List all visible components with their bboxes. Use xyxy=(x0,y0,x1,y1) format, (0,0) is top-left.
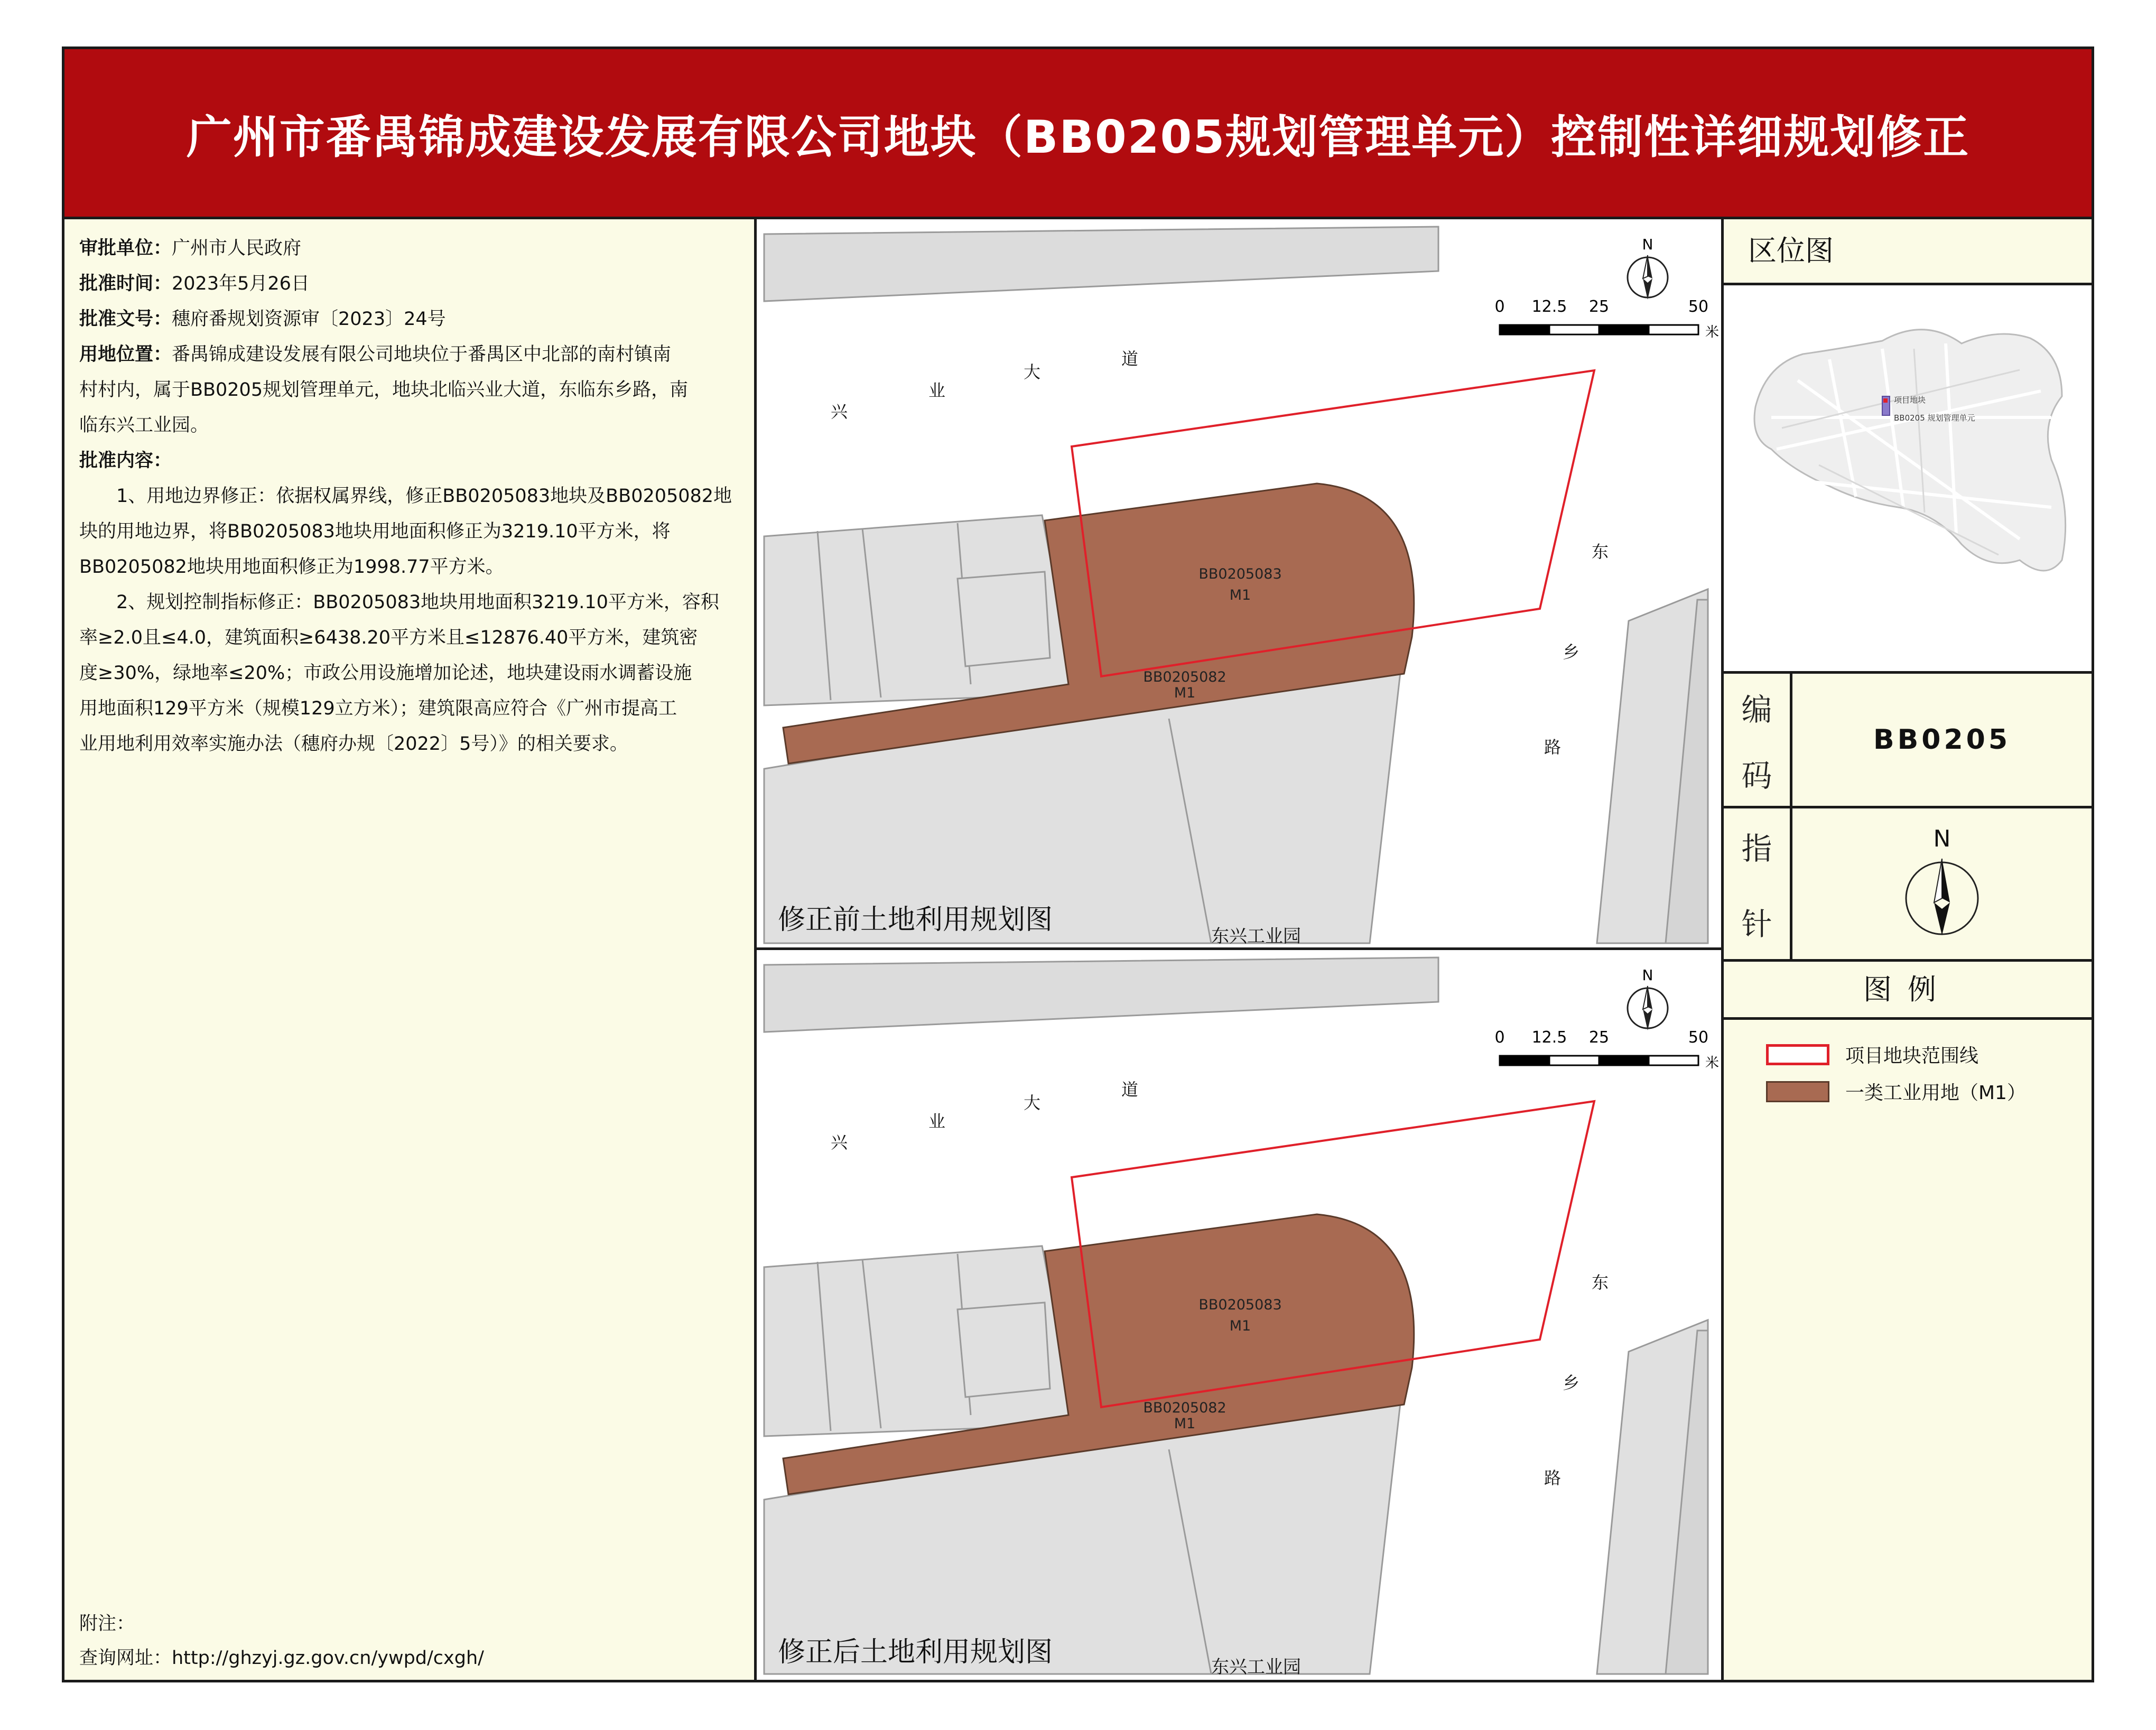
legend-header: 图例 xyxy=(1724,962,2092,1020)
road-label: 大 xyxy=(1024,1093,1041,1113)
north-label xyxy=(1724,808,1792,959)
parcel-strip-id: BB0205082 xyxy=(1143,1400,1226,1416)
content-line: 度≥30%，绿地率≤20%；市政公用设施增加论述，地块建设雨水调蓄设施 xyxy=(79,663,692,684)
area-label: 东兴工业园 xyxy=(1211,926,1301,947)
right-column xyxy=(1724,219,2092,1680)
map-after-svg xyxy=(757,950,1724,1680)
arrow-tail-icon xyxy=(1934,903,1950,935)
code-box xyxy=(1724,674,2092,808)
map-caption: 修正前土地利用规划图 xyxy=(778,904,1053,936)
unit-label: BB0205 规划管理单元 xyxy=(1894,413,1975,423)
boundary-swatch-icon xyxy=(1766,1044,1829,1065)
road-label: 东 xyxy=(1592,542,1609,562)
location-map xyxy=(1724,285,2092,674)
scale-unit: 米 xyxy=(1705,1055,1720,1071)
road-label: 业 xyxy=(928,380,946,401)
arrow-right-icon xyxy=(1942,859,1950,903)
legend-label: 项目地块范围线 xyxy=(1845,1045,1979,1067)
scale-label: 50 xyxy=(1688,1028,1709,1047)
scale-unit: 米 xyxy=(1705,324,1720,340)
road-label: 东 xyxy=(1592,1272,1609,1292)
approval-doc-row xyxy=(79,302,739,337)
content-line: 用地面积129平方米（规模129立方米）；建筑限高应符合《广州市提高工 xyxy=(79,698,677,719)
scale-label: 12.5 xyxy=(1531,297,1567,316)
code-label-char: 码 xyxy=(1741,757,1772,794)
approval-date-value: 2023年5月26日 xyxy=(172,273,310,294)
location-map-header: 区位图 xyxy=(1724,219,2092,285)
north-label-char: 针 xyxy=(1741,906,1772,942)
parcel-main-id: BB0205083 xyxy=(1198,1297,1282,1313)
parcel-strip-use: M1 xyxy=(1174,685,1196,701)
location-row xyxy=(79,337,739,373)
road-label: 乡 xyxy=(1563,642,1580,662)
parcel-main-id: BB0205083 xyxy=(1198,566,1282,582)
parcel-strip-id: BB0205082 xyxy=(1143,669,1226,685)
approval-date-row xyxy=(79,266,739,302)
code-label xyxy=(1724,674,1792,806)
content-label: 批准内容： xyxy=(79,450,172,471)
m1-swatch-icon xyxy=(1766,1081,1829,1102)
gray-lot xyxy=(958,572,1050,666)
area-label: 东兴工业园 xyxy=(1211,1657,1301,1678)
location-map-svg xyxy=(1724,285,2092,671)
project-marker xyxy=(1883,398,1888,403)
map-after-panel xyxy=(757,950,1724,1680)
road-label: 大 xyxy=(1024,362,1041,382)
approval-doc-value: 穗府番规划资源审〔2023〕24号 xyxy=(172,309,446,330)
map-before-svg xyxy=(757,219,1724,950)
north-arrow-svg xyxy=(1792,808,2092,959)
parcel-strip-use: M1 xyxy=(1174,1416,1196,1432)
content-line: 业用地利用效率实施办法（穗府办规〔2022〕5号）》的相关要求。 xyxy=(79,733,628,755)
road-label: 路 xyxy=(1544,1468,1562,1488)
scale-label: 25 xyxy=(1588,1028,1610,1047)
approval-unit-label: 审批单位： xyxy=(79,238,172,259)
location-line: 村村内，属于BB0205规划管理单元，地块北临兴业大道，东临东乡路，南 xyxy=(79,379,689,401)
scale-label: 50 xyxy=(1688,297,1709,316)
road-label: 兴 xyxy=(831,1132,848,1152)
map-caption: 修正后土地利用规划图 xyxy=(778,1636,1053,1668)
legend-item-boundary xyxy=(1766,1041,1978,1068)
approval-doc-label: 批准文号： xyxy=(79,309,172,330)
north-box xyxy=(1724,808,2092,962)
district-outline xyxy=(1754,330,2066,571)
content-line: 1、用地边界修正：依据权属界线，修正BB0205083地块及BB0205082地 xyxy=(116,486,732,507)
content-line: 率≥2.0且≤4.0，建筑面积≥6438.20平方米且≤12876.40平方米，建筑密 xyxy=(79,627,698,648)
query-url[interactable]: 查询网址：http://ghzyj.gz.gov.cn/ywpd/cxgh/ xyxy=(79,1648,484,1669)
scale-label: 25 xyxy=(1588,297,1610,316)
content-line: BB0205082地块用地面积修正为1998.77平方米。 xyxy=(79,556,504,578)
arrow-left-icon xyxy=(1934,859,1942,903)
page-title: 广州市番禺锦成建设发展有限公司地块（BB0205规划管理单元）控制性详细规划修正 xyxy=(186,110,1970,164)
location-label: 用地位置： xyxy=(79,344,172,365)
approval-unit-row xyxy=(79,231,739,266)
location-line: 番禺锦成建设发展有限公司地块位于番禺区中北部的南村镇南 xyxy=(172,344,672,365)
road-label: 乡 xyxy=(1563,1373,1580,1393)
notes xyxy=(79,1607,484,1676)
project-label: 项目地块 xyxy=(1894,395,1926,405)
scale-label: 12.5 xyxy=(1531,1028,1567,1047)
location-line: 临东兴工业园。 xyxy=(79,415,209,436)
north-letter: N xyxy=(1933,825,1951,852)
north-label-char: 指 xyxy=(1741,831,1772,867)
note-label: 附注： xyxy=(79,1613,135,1634)
gray-lot xyxy=(958,1303,1050,1397)
road-label: 道 xyxy=(1121,1080,1139,1100)
code-value: BB0205 xyxy=(1873,724,2011,756)
scale-label: 0 xyxy=(1494,297,1505,316)
north-letter: N xyxy=(1642,966,1653,984)
title-bar xyxy=(64,49,2092,219)
parcel-main-use: M1 xyxy=(1229,1318,1251,1334)
north-letter: N xyxy=(1642,236,1653,253)
road-label: 路 xyxy=(1544,737,1562,757)
code-label-char: 编 xyxy=(1741,691,1772,728)
road-label: 道 xyxy=(1121,349,1139,369)
map-before-panel xyxy=(757,219,1724,950)
parcel-main-use: M1 xyxy=(1229,587,1251,603)
approval-date-label: 批准时间： xyxy=(79,273,172,294)
content-label-row xyxy=(79,443,739,479)
info-panel xyxy=(64,219,757,1680)
legend-label: 一类工业用地（M1） xyxy=(1845,1082,2026,1104)
approval-unit-value: 广州市人民政府 xyxy=(172,238,302,259)
road-label: 业 xyxy=(928,1111,946,1131)
content-line: 块的用地边界，将BB0205083地块用地面积修正为3219.10平方米，将 xyxy=(79,521,671,542)
legend-item-m1 xyxy=(1766,1078,2026,1105)
scale-label: 0 xyxy=(1494,1028,1505,1047)
road-label: 兴 xyxy=(831,402,848,422)
content-line: 2、规划控制指标修正：BB0205083地块用地面积3219.10平方米，容积 xyxy=(116,592,719,613)
